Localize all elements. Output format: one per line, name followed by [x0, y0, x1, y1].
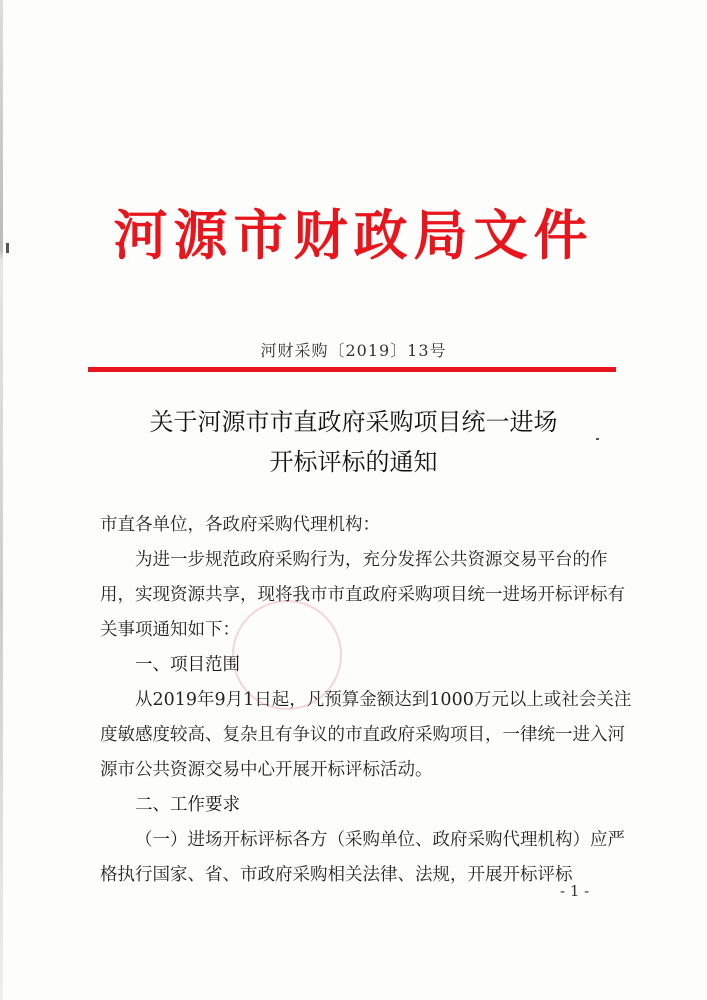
salutation: 市直各单位，各政府采购代理机构： [100, 515, 380, 535]
section-2-paragraph: （一）进场开标评标各方（采购单位、政府采购代理机构）应严格执行国家、省、市政府采购相关法律、法规，开展开标评标 [100, 830, 625, 885]
section-1-paragraph: 从2019年9月1日起，凡预算金额达到1000万元以上或社会关注度敏感度较高、复杂且有争议的市直政府采购项目，一律统一进入河源市公共资源交易中心开展开标评标活动。 [100, 690, 632, 780]
document-body [100, 508, 632, 893]
scan-speck [596, 438, 599, 440]
section-1-heading: 一、项目范围 [135, 655, 240, 675]
red-divider-rule [88, 367, 616, 372]
subject-line-2: 开标评标的通知 [269, 448, 438, 476]
intro-paragraph: 为进一步规范政府采购行为，充分发挥公共资源交易平台的作用，实现资源共享，现将我市市直政府采购项目统一进场开标评标有关事项通知如下： [100, 550, 625, 640]
section-2-heading: 二、工作要求 [135, 795, 240, 815]
document-subject [0, 402, 707, 482]
document-number: 河财采购〔2019〕13号 [260, 341, 447, 360]
scan-edge [0, 0, 3, 1000]
page-number: - 1 - [560, 882, 590, 900]
subject-line-1: 关于河源市市直政府采购项目统一进场 [149, 408, 558, 436]
document-header-title: 河源市财政局文件 [113, 203, 594, 267]
